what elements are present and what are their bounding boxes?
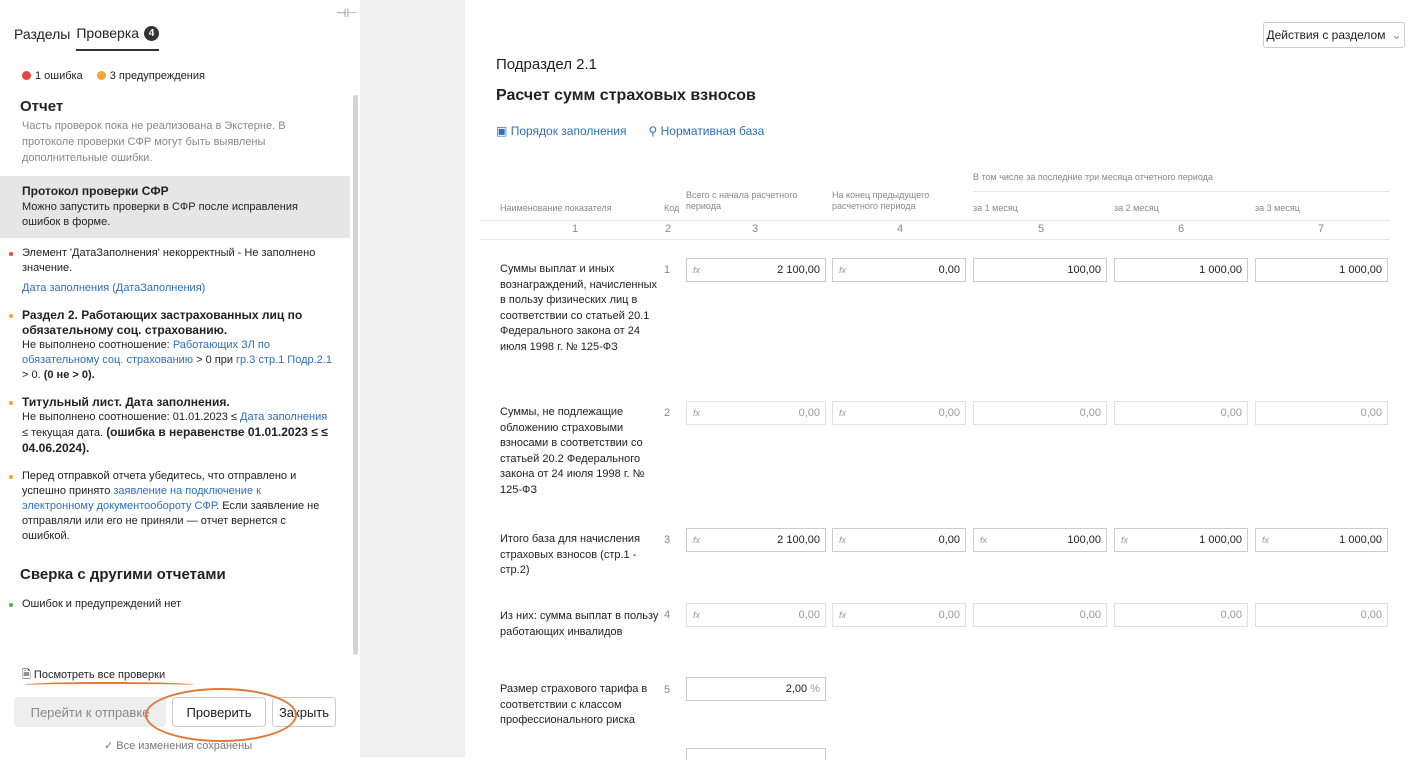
row-name: Итого база для начисления страховых взносов (стр.1 - стр.2): [500, 533, 641, 576]
formula-icon: fx: [693, 535, 701, 545]
col-number: 4: [897, 223, 904, 235]
value-field-month3[interactable]: 0,00: [1255, 603, 1388, 627]
annotation-underline: [24, 682, 194, 688]
check-summary: [22, 70, 205, 82]
error-icon: [22, 71, 31, 80]
value-field-month3[interactable]: fx 1 000,00: [1255, 528, 1388, 552]
ok-bullet-icon: [9, 603, 13, 607]
scrollbar[interactable]: [353, 95, 358, 655]
value-field-month2[interactable]: 0,00: [1114, 401, 1248, 425]
col-number: 2: [665, 223, 672, 235]
header-divider: [480, 220, 1390, 221]
warning-bullet-icon: [9, 314, 13, 318]
close-button[interactable]: Закрыть: [272, 697, 336, 727]
check-item-warning: [0, 300, 350, 387]
panel-separator: [360, 0, 465, 757]
tariff-field[interactable]: 2,00 %: [686, 677, 826, 701]
check-item-text: > 0.: [22, 369, 41, 381]
book-icon: ▣: [496, 124, 508, 138]
row-name: Суммы, не подлежащие обложению страховыми взносами в соответствии со статьей 20.2 Федерального закона от 24 июля 1998 г. № 125-ФЗ: [500, 406, 645, 496]
formula-icon: fx: [693, 408, 701, 418]
check-item-text: . Если заявление не отправляли или его не приняли — отчет вернется с ошибкой.: [22, 500, 320, 542]
annotation-circle: [145, 688, 297, 742]
formula-icon: fx: [693, 610, 701, 620]
warning-bullet-icon: [9, 401, 13, 405]
group-divider: [973, 191, 1390, 192]
check-item-title: Титульный лист. Дата заполнения.: [22, 395, 230, 409]
check-item-link[interactable]: гр.3 стр.1 Подр.2.1: [236, 354, 332, 366]
fill-order-link[interactable]: ▣ Порядок заполнения: [496, 124, 627, 138]
col-header-code: Код: [664, 203, 680, 213]
col-number: 5: [1038, 223, 1045, 235]
col-header-prev: На конец предыдущего расчетного периода: [832, 190, 930, 211]
value-field-month3[interactable]: 1 000,00: [1255, 258, 1388, 282]
check-icon: ✓: [104, 740, 114, 752]
row-code: 3: [664, 534, 671, 546]
section-actions-dropdown[interactable]: Действия с разделом ⌄: [1263, 22, 1405, 48]
compare-heading: Сверка с другими отчетами: [20, 566, 226, 583]
check-item-text: Не выполнено соотношение:: [22, 339, 170, 351]
col-header-month1: за 1 месяц: [973, 203, 1018, 213]
value-field-month2[interactable]: fx 1 000,00: [1114, 528, 1248, 552]
page-title: Расчет сумм страховых взносов: [496, 87, 756, 104]
formula-icon: fx: [839, 265, 847, 275]
check-item-link[interactable]: Дата заполнения: [240, 411, 328, 423]
panel-tabs: [14, 25, 159, 51]
check-count-badge: 4: [144, 26, 159, 41]
col-header-month3: за 3 месяц: [1255, 203, 1300, 213]
value-field-month1[interactable]: fx 100,00: [973, 528, 1107, 552]
value-field-prev[interactable]: fx 0,00: [832, 258, 966, 282]
formula-icon: fx: [980, 535, 988, 545]
check-item-text: Не выполнено соотношение: 01.01.2023 ≤: [22, 411, 237, 423]
col-header-month2: за 2 месяц: [1114, 203, 1159, 213]
row-code: 4: [664, 609, 671, 621]
go-to-send-button[interactable]: Перейти к отправке: [14, 697, 166, 727]
value-field-month3[interactable]: 0,00: [1255, 401, 1388, 425]
header-divider: [480, 239, 1390, 240]
check-item-text: ≤ текущая дата.: [22, 427, 104, 439]
value-field-prev[interactable]: fx 0,00: [832, 528, 966, 552]
check-item-text: Элемент 'ДатаЗаполнения' некорректный - Не заполнено значение.: [22, 247, 316, 274]
check-item-warning: [0, 387, 350, 461]
value-field-month1[interactable]: 0,00: [973, 603, 1107, 627]
value-field-total[interactable]: fx 0,00: [686, 401, 826, 425]
check-button[interactable]: Проверить: [172, 697, 266, 727]
row-code: 2: [664, 407, 671, 419]
formula-icon: fx: [1262, 535, 1270, 545]
warning-icon: [97, 71, 106, 80]
value-field-total[interactable]: fx 2 100,00: [686, 258, 826, 282]
col-number: 7: [1318, 223, 1325, 235]
check-item-text: > 0 при: [196, 354, 233, 366]
pin-icon[interactable]: ⊣⊢: [336, 6, 357, 20]
search-icon: ⚲: [648, 124, 658, 138]
row-name: Суммы выплат и иных вознаграждений, начисленных в пользу физических лиц в соответствии со статьей 20.1 Федерального закона от 24 июля 1998 г. № 125-ФЗ: [500, 263, 657, 353]
errors-summary[interactable]: 1 ошибка: [22, 70, 83, 82]
check-panel: [0, 0, 360, 757]
check-item-error: [0, 238, 350, 300]
col-number: 6: [1178, 223, 1185, 235]
value-field-month2[interactable]: 0,00: [1114, 603, 1248, 627]
sfr-text: Можно запустить проверки в СФР после исправления ошибок в форме.: [22, 201, 298, 228]
save-status: ✓ Все изменения сохранены: [104, 740, 253, 752]
col-number: 3: [752, 223, 759, 235]
check-list: [0, 92, 350, 688]
compare-ok-text: Ошибок и предупреждений нет: [22, 598, 182, 610]
row-code: 5: [664, 684, 671, 696]
warning-bullet-icon: [9, 475, 13, 479]
check-item-link[interactable]: Дата заполнения (ДатаЗаполнения): [22, 282, 206, 294]
value-field-total[interactable]: fx 2 100,00: [686, 528, 826, 552]
value-field-total[interactable]: fx 0,00: [686, 603, 826, 627]
value-field-prev[interactable]: fx 0,00: [832, 401, 966, 425]
tab-sections[interactable]: Разделы: [14, 26, 71, 42]
compare-item: [0, 589, 350, 616]
sfr-title: Протокол проверки СФР: [22, 184, 169, 198]
sfr-protocol-block[interactable]: [0, 176, 350, 238]
check-item-bold: (0 не > 0).: [43, 369, 95, 381]
report-note: Часть проверок пока не реализована в Экстерне. В протоколе проверки СФР могут быть выявлены дополнительные ошибки.: [22, 120, 286, 164]
check-item-warning: [0, 461, 350, 548]
value-field-month1[interactable]: 0,00: [973, 401, 1107, 425]
col-number: 1: [572, 223, 579, 235]
formula-icon: fx: [839, 535, 847, 545]
row-name: Размер страхового тарифа в соответствии с классом профессионального риска: [500, 683, 648, 726]
check-item-bold: (ошибка в неравенстве 01.01.2023 ≤ ≤ 04.06.2024).: [22, 425, 328, 455]
check-item-link[interactable]: заявление на подключение к электронному документообороту СФР: [22, 485, 261, 512]
formula-icon: fx: [1121, 535, 1129, 545]
col-header-total: Всего с начала расчетного периода: [686, 190, 798, 211]
check-item-title: Раздел 2. Работающих застрахованных лиц по обязательному соц. страхованию.: [22, 308, 303, 337]
view-all-checks-link[interactable]: 🗎 Посмотреть все проверки: [22, 669, 166, 681]
formula-icon: fx: [839, 408, 847, 418]
formula-icon: fx: [693, 265, 701, 275]
warnings-summary[interactable]: 3 предупреждения: [97, 70, 205, 82]
row-name: Из них: сумма выплат в пользу работающих инвалидов: [500, 610, 659, 638]
group-header: В том числе за последние три месяца отчетного периода: [973, 172, 1213, 182]
normative-base-link[interactable]: ⚲ Нормативная база: [648, 124, 765, 138]
value-field-month1[interactable]: 100,00: [973, 258, 1107, 282]
check-item-text: Перед отправкой отчета убедитесь, что отправлено и успешно принято: [22, 470, 297, 497]
help-links: [496, 124, 764, 138]
row-code: 1: [664, 264, 671, 276]
chevron-down-icon: ⌄: [1391, 28, 1402, 42]
error-bullet-icon: [9, 252, 13, 256]
value-field-month2[interactable]: 1 000,00: [1114, 258, 1248, 282]
document-icon: 🗎: [22, 669, 31, 681]
value-field-prev[interactable]: fx 0,00: [832, 603, 966, 627]
value-field-partial[interactable]: [686, 748, 826, 760]
report-heading: Отчет: [20, 98, 64, 115]
tab-check[interactable]: [76, 25, 159, 51]
tab-check-label: Проверка: [76, 25, 140, 41]
col-header-name: Наименование показателя: [500, 203, 612, 213]
formula-icon: fx: [839, 610, 847, 620]
check-item-link[interactable]: Работающих ЗЛ по обязательному соц. страхованию: [22, 339, 270, 366]
subsection-label: Подраздел 2.1: [496, 56, 597, 73]
